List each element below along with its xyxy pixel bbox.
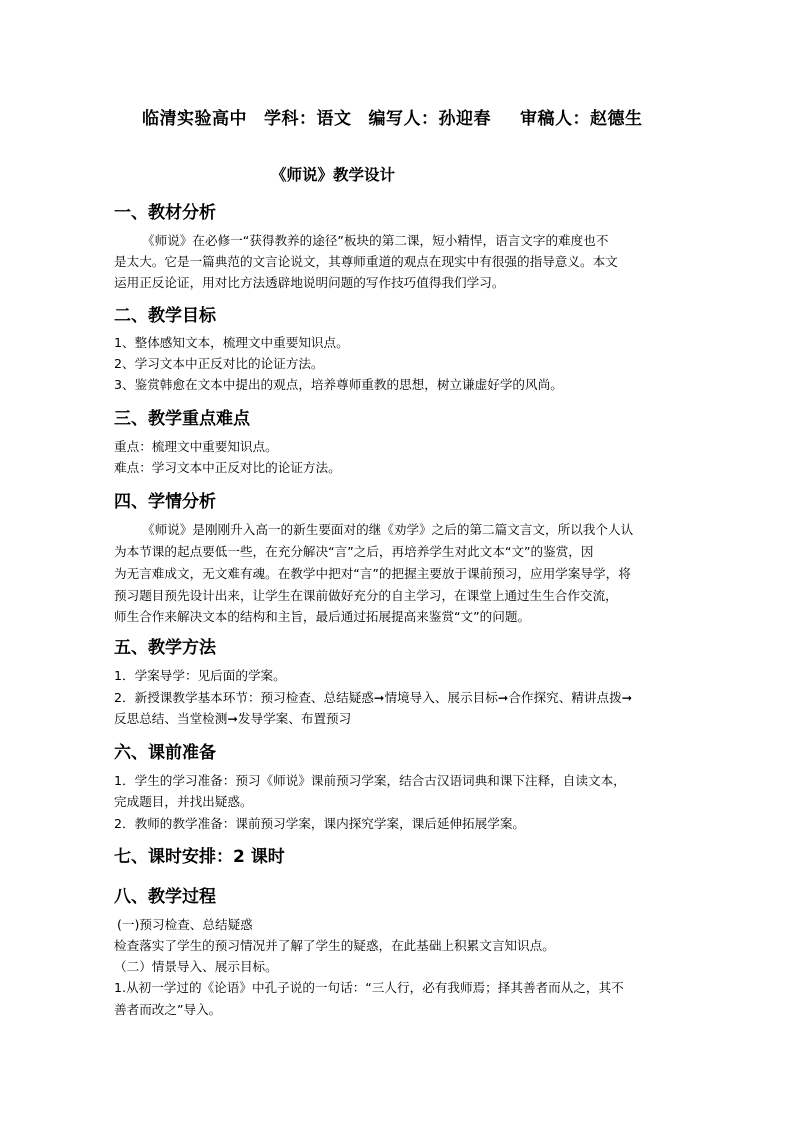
paragraph-line: 《师说》是刚刚升入高一的新生要面对的继《劝学》之后的第二篇文言文，所以我个人认 [142, 522, 634, 537]
section-heading-process: 八、教学过程 [114, 887, 216, 907]
list-item: 1．学生的学习准备：预习《师说》课前预习学案，结合古汉语词典和课下注释，自读文本， [114, 773, 626, 788]
paragraph-line: 为无言难成文，无文难有魂。在教学中把对“言”的把握主要放于课前预习，应用学案导学，将 [114, 566, 631, 581]
reviewer-label: 审稿人：赵德生 [520, 109, 643, 129]
school-name: 临清实验高中 [142, 109, 247, 129]
section-heading-schedule: 七、课时安排：2 课时 [114, 847, 285, 867]
document-header [142, 104, 643, 129]
paragraph-line: 师生合作来解决文本的结构和主旨，最后通过拓展提高来鉴赏“文”的问题。 [114, 609, 531, 624]
section-heading-objectives: 二、教学目标 [114, 306, 216, 326]
section-heading-materials: 一、教材分析 [114, 203, 216, 223]
list-item: 2．教师的教学准备：课前预习学案，课内探究学案，课后延伸拓展学案。 [114, 816, 526, 831]
subsection-label: (一)预习检查、总结疑惑 [117, 917, 253, 932]
subsection-label: （二）情景导入、展示目标。 [114, 959, 278, 974]
list-item: 完成题目，并找出疑惑。 [114, 794, 253, 809]
subject-label: 学科：语文 [264, 109, 352, 129]
list-item: 反思总结、当堂检测➞发导学案、布置预习 [114, 711, 352, 726]
list-item: 1．学案导学：见后面的学案。 [114, 668, 286, 683]
list-item: 2、学习文本中正反对比的论证方法。 [114, 356, 324, 371]
section-heading-preparation: 六、课前准备 [114, 743, 216, 763]
section-heading-key-points: 三、教学重点难点 [114, 409, 250, 429]
list-item: 重点：梳理文中重要知识点。 [114, 439, 278, 454]
list-item: 1、整体感知文本，梳理文中重要知识点。 [114, 335, 349, 350]
paragraph-line: 检查落实了学生的预习情况并了解了学生的疑惑，在此基础上积累文言知识点。 [114, 938, 555, 953]
paragraph-line: 预习题目预先设计出来，让学生在课前做好充分的自主学习，在课堂上通过生生合作交流， [114, 588, 618, 603]
paragraph-line: 《师说》在必修一“获得教养的途径”板块的第二课，短小精悍，语言文字的难度也不 [142, 233, 609, 248]
list-item: 3、鉴赏韩愈在文本中提出的观点，培养尊师重教的思想，树立谦虚好学的风尚。 [114, 377, 563, 392]
document-title: 《师说》教学设计 [271, 166, 396, 184]
list-item: 难点：学习文本中正反对比的论证方法。 [114, 460, 341, 475]
paragraph-line: 1.从初一学过的《论语》中孔子说的一句话：“三人行，必有我师焉；择其善者而从之，其不 [114, 980, 624, 995]
section-heading-learner-analysis: 四、学情分析 [114, 492, 216, 512]
paragraph-line: 是太大。它是一篇典范的文言论说文，其尊师重道的观点在现实中有很强的指导意义。本文 [114, 254, 618, 269]
paragraph-line: 善者而改之”导入。 [114, 1002, 222, 1017]
section-heading-methods: 五、教学方法 [114, 638, 216, 658]
list-item: 2．新授课教学基本环节：预习检查、总结疑惑➞情境导入、展示目标➞合作探究、精讲点拨➞ [114, 690, 633, 705]
writer-label: 编写人：孙迎春 [368, 109, 491, 129]
paragraph-line: 为本节课的起点要低一些，在充分解决“言”之后，再培养学生对此文本“文”的鉴赏，因 [114, 544, 594, 559]
paragraph-line: 运用正反论证，用对比方法透辟地说明问题的写作技巧值得我们学习。 [114, 275, 505, 290]
